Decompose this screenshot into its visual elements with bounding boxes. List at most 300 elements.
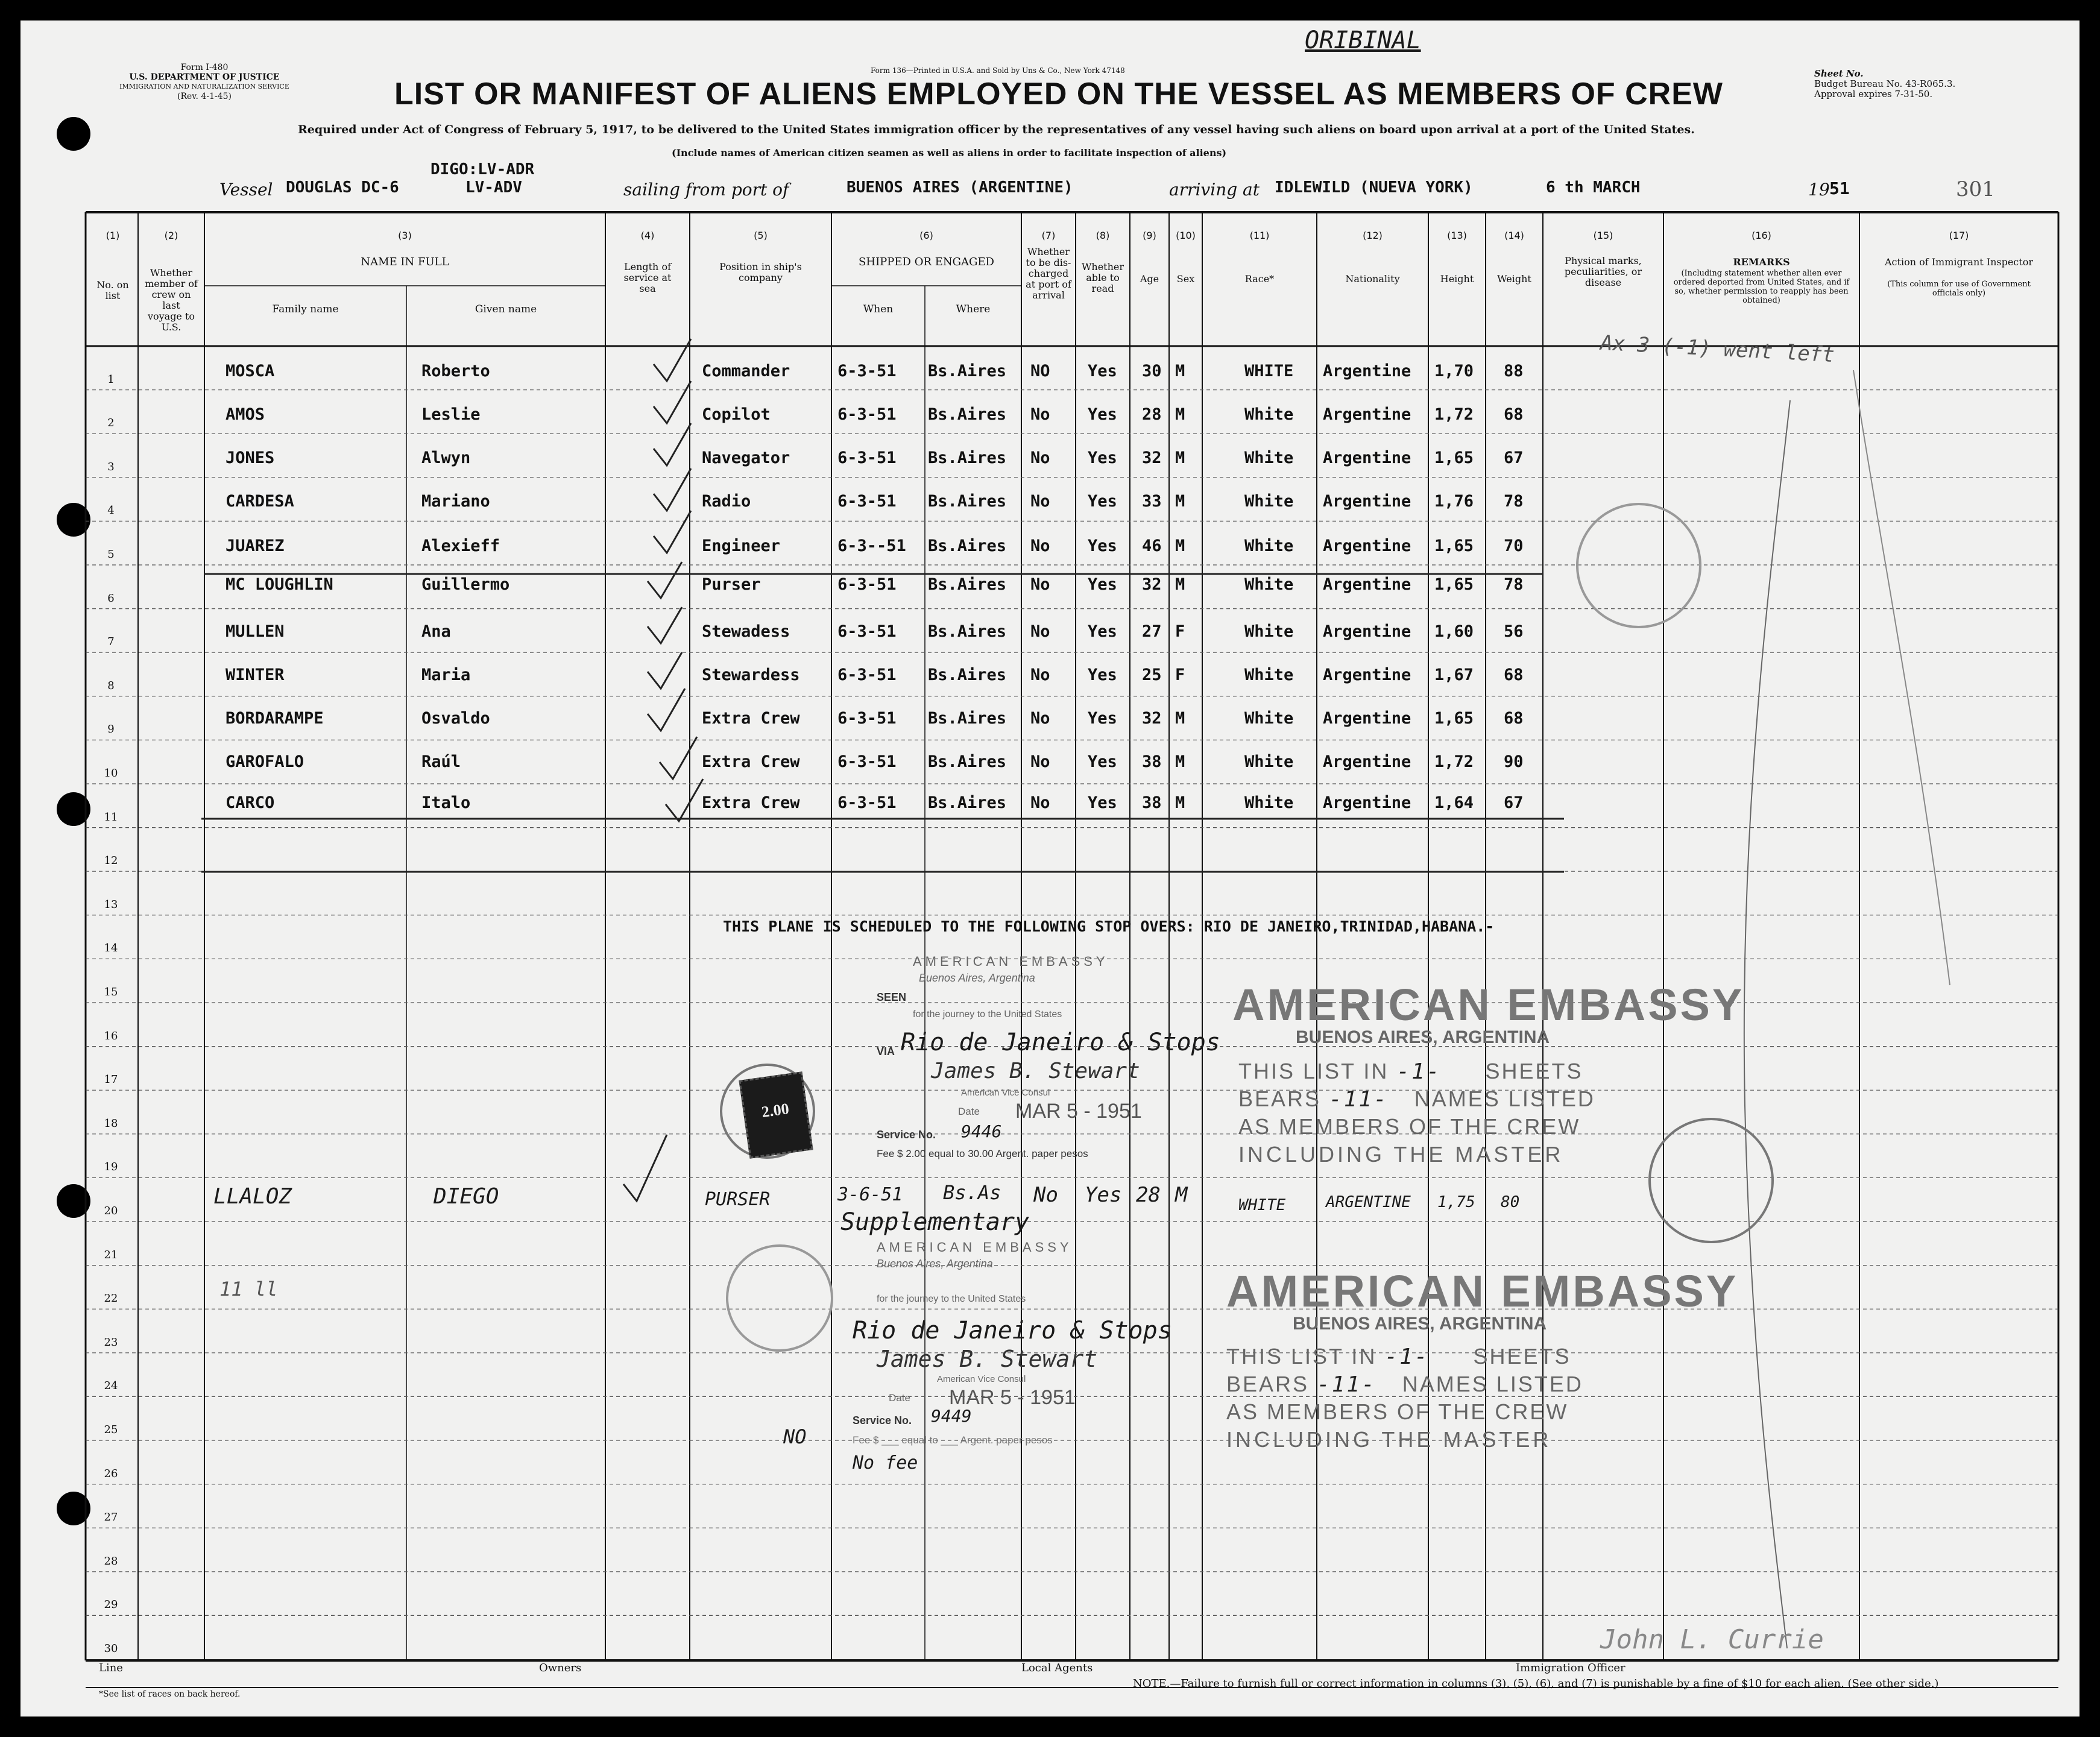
consular2-via: Rio de Janeiro & Stops [853,1317,1172,1345]
crew-position: Extra Crew [702,793,800,812]
crew-when: 6-3-51 [837,752,897,771]
crew-age: 27 [1142,622,1162,641]
row20-race: WHITE [1238,1196,1286,1214]
crew-position: Stewadess [702,622,790,641]
consular2-header: AMERICAN EMBASSY [877,1240,1073,1255]
crew-race: White [1244,709,1294,728]
crew-age: 32 [1142,709,1162,728]
row-number: 23 [104,1335,118,1349]
crew-weight: 90 [1504,752,1524,771]
crew-position: Stewardess [702,666,800,684]
crew-age: 33 [1142,492,1162,511]
embassy1-line4: INCLUDING THE MASTER [1238,1142,1564,1167]
crew-position: Copilot [702,405,771,424]
row-number: 18 [104,1117,118,1130]
crew-position: Navegator [702,449,790,467]
crew-sex: M [1175,537,1185,555]
crew-age: 32 [1142,449,1162,467]
row20-where: Bs.As [943,1181,1001,1204]
crew-family: JONES [225,449,275,467]
crew-when: 6-3-51 [837,362,897,380]
sailing-label: sailing from port of [623,180,789,200]
consular2-journey: for the journey to the United States [877,1294,1026,1304]
crew-position: Engineer [702,537,781,555]
form-subtitle-note: (Include names of American citizen seamen as well as aliens in order to facilitate inspection of aliens) [672,147,1227,159]
consular2-date-label: Date [889,1392,910,1404]
consular1-date-label: Date [958,1106,980,1117]
crew-where: Bs.Aires [928,622,1007,641]
crew-family: BORDARAMPE [225,709,324,728]
row-number: 21 [104,1248,118,1261]
row20-height: 1,75 [1437,1193,1475,1211]
crew-race: White [1244,622,1294,641]
embassy1-line1 [1238,1059,1583,1084]
crew-nationality: Argentine [1323,492,1411,511]
crew-given: Guillermo [421,575,510,594]
crew-read: Yes [1088,492,1117,511]
crew-where: Bs.Aires [928,666,1007,684]
col3-label: NAME IN FULL [361,256,449,268]
crew-nationality: Argentine [1323,449,1411,467]
crew-read: Yes [1088,362,1117,380]
crew-height: 1,64 [1434,793,1474,812]
row20-when: 3-6-51 [837,1184,903,1205]
crew-discharged: NO [1030,362,1050,380]
crew-height: 1,72 [1434,752,1474,771]
crew-sex: F [1175,622,1185,641]
crew-weight: 68 [1504,405,1524,424]
embassy2-line4: INCLUDING THE MASTER [1226,1427,1552,1452]
consular2-city: Buenos Aires, Argentina [877,1258,993,1270]
crew-nationality: Argentine [1323,575,1411,594]
crew-discharged: No [1030,405,1050,424]
embassy2-line2 [1226,1372,1583,1397]
crew-age: 38 [1142,793,1162,812]
crew-sex: M [1175,752,1185,771]
crew-age: 46 [1142,537,1162,555]
crew-family: CARDESA [225,492,294,511]
col5-label: Position in ship's company [719,261,802,283]
crew-given: Osvaldo [421,709,490,728]
row-number: 6 [107,591,115,605]
crew-family: AMOS [225,405,265,424]
embassy1-l2e: NAMES LISTED [1414,1086,1595,1111]
col10-label: Sex [1176,273,1195,285]
crew-given: Roberto [421,362,490,380]
approval-expires: Approval expires 7-31-50. [1814,89,1933,99]
col9-label: Age [1140,273,1159,285]
crew-where: Bs.Aires [928,537,1007,555]
crew-position: Extra Crew [702,709,800,728]
row-number: 16 [104,1029,118,1042]
consular1-journey: for the journey to the United States [913,1009,1062,1020]
col4-label: Length of service at sea [623,261,672,294]
year-suffix: 51 [1829,178,1850,198]
crew-race: White [1244,405,1294,424]
col17-label: Action of Immigrant Inspector [1885,256,2033,268]
crew-when: 6-3-51 [837,492,897,511]
crew-sex: F [1175,666,1185,684]
row-number: 28 [104,1554,118,1568]
embassy2-l1e: SHEETS [1473,1344,1571,1369]
consular2-date: MAR 5 - 1951 [949,1386,1076,1409]
crew-position: Commander [702,362,790,380]
crew-discharged: No [1030,793,1050,812]
col15-label: Physical marks, peculiarities, or disease [1564,255,1642,288]
sheet-no: Sheet No. [1814,68,1864,79]
consular2-service-label: Service No. [853,1414,912,1426]
crew-age: 38 [1142,752,1162,771]
vessel-label: Vessel [219,180,273,200]
row-number: 4 [107,504,115,517]
crew-sex: M [1175,405,1185,424]
row20-read: Yes [1085,1183,1122,1207]
row-number: 19 [104,1161,118,1174]
row-number: 13 [104,898,118,911]
crew-read: Yes [1088,575,1117,594]
crew-height: 1,76 [1434,492,1474,511]
crew-age: 25 [1142,666,1162,684]
manifest-sheet [20,20,2080,1717]
col-num-1: (1) [106,230,120,241]
footer-races-note: *See list of races on back hereof. [99,1689,241,1699]
supplementary-handwritten: Supplementary [840,1208,1030,1236]
embassy2-title: AMERICAN EMBASSY [1226,1266,1739,1316]
crew-when: 6-3-51 [837,622,897,641]
row-number: 10 [104,767,118,780]
col17-note: (This column for use of Government officials only) [1887,280,2031,298]
vessel-name: DOUGLAS DC-6 [286,178,399,197]
crew-read: Yes [1088,666,1117,684]
crew-nationality: Argentine [1323,793,1411,812]
form-subtitle: Required under Act of Congress of February 5, 1917, to be delivered to the United States immigration officer by the representatives of any vessel having such aliens on board upon arrival at a port of the United States. [298,123,1695,136]
consular1-date: MAR 5 - 1951 [1015,1100,1142,1123]
crew-nationality: Argentine [1323,362,1411,380]
col-num-3: (3) [398,230,412,241]
crew-where: Bs.Aires [928,405,1007,424]
crew-when: 6-3-51 [837,449,897,467]
crew-race: White [1244,752,1294,771]
crew-family: GAROFALO [225,752,304,771]
budget-bureau: Budget Bureau No. 43-R065.3. [1814,78,1956,89]
form-title: LIST OR MANIFEST OF ALIENS EMPLOYED ON THE VESSEL AS MEMBERS OF CREW [394,77,1723,112]
row20-sex: M [1175,1183,1188,1207]
crew-where: Bs.Aires [928,492,1007,511]
crew-height: 1,70 [1434,362,1474,380]
crew-discharged: No [1030,752,1050,771]
embassy1-city: BUENOS AIRES, ARGENTINA [1296,1027,1550,1047]
consular1-signature: James B. Stewart [931,1059,1140,1083]
crew-given: Italo [421,793,471,812]
footer-agents: Local Agents [1021,1662,1093,1674]
embassy2-city: BUENOS AIRES, ARGENTINA [1293,1314,1547,1334]
crew-discharged: No [1030,709,1050,728]
crew-nationality: Argentine [1323,752,1411,771]
crew-weight: 67 [1504,449,1524,467]
consular2-fee: Fee $ ___ equal to ___ Argent. paper pesos [853,1434,1053,1446]
row-number: 15 [104,986,118,998]
row-number: 8 [107,679,115,692]
row-number: 27 [104,1511,118,1524]
original-handwritten: ORIBINAL [1305,27,1421,54]
department: U.S. DEPARTMENT OF JUSTICE [129,72,280,82]
no-fee-handwritten: No fee [853,1452,918,1474]
consular-seal-lower [726,1244,833,1352]
fee-stamp-value: 2.00 [760,1100,790,1121]
consular1-service-no: 9446 [961,1121,1002,1141]
crew-read: Yes [1088,622,1117,641]
crew-read: Yes [1088,752,1117,771]
consular2-signature: James B. Stewart [877,1346,1098,1372]
row-number: 17 [104,1073,118,1086]
crew-height: 1,65 [1434,709,1474,728]
col-num-9: (9) [1143,230,1156,241]
crew-height: 1,60 [1434,622,1474,641]
row-number: 12 [104,854,118,868]
crew-discharged: No [1030,492,1050,511]
crew-where: Bs.Aires [928,709,1007,728]
crew-height: 1,72 [1434,405,1474,424]
crew-discharged: No [1030,575,1050,594]
crew-where: Bs.Aires [928,575,1007,594]
crew-given: Alexieff [421,537,500,555]
col-num-2: (2) [164,230,178,241]
crew-given: Leslie [421,405,481,424]
printer-note: Form 136—Printed in U.S.A. and Sold by Uns & Co., New York 47148 [871,66,1125,75]
crew-sex: M [1175,575,1185,594]
crew-discharged: No [1030,449,1050,467]
crew-when: 6-3--51 [837,537,906,555]
consular-seal-right [1648,1118,1774,1243]
embassy2-l2: BEARS [1226,1372,1310,1396]
crew-when: 6-3-51 [837,793,897,812]
registration-note: DIGO:LV-ADR [430,160,535,178]
col-num-11: (11) [1249,230,1270,241]
crew-nationality: Argentine [1323,622,1411,641]
crew-age: 28 [1142,405,1162,424]
footer-line-label: Line [99,1662,123,1674]
crew-family: WINTER [225,666,285,684]
crew-when: 6-3-51 [837,709,897,728]
crew-race: White [1244,537,1294,555]
crew-weight: 67 [1504,793,1524,812]
crew-family: JUAREZ [225,537,285,555]
consular1-officer: American Vice Consul [961,1088,1050,1098]
col-num-14: (14) [1504,230,1524,241]
crew-family: CARCO [225,793,275,812]
embassy1-title: AMERICAN EMBASSY [1232,980,1745,1030]
col-num-4: (4) [640,230,655,241]
embassy2-l1: THIS LIST IN [1226,1344,1377,1369]
row-number: 7 [107,635,115,649]
crew-race: White [1244,666,1294,684]
crew-nationality: Argentine [1323,537,1411,555]
crew-weight: 78 [1504,575,1524,594]
vessel-registration: LV-ADV [465,178,522,197]
row-number: 30 [104,1642,118,1655]
page-number: 301 [1956,177,1995,201]
crew-family: MOSCA [225,362,275,380]
crew-weight: 56 [1504,622,1524,641]
row-number: 5 [107,548,115,561]
col2-label: Whether member of crew on last voyage to U.S. [145,267,198,333]
crew-weight: 70 [1504,537,1524,555]
embassy2-l1v: -1- [1384,1345,1430,1369]
consular1-city: Buenos Aires, Argentina [919,972,1035,984]
row-number: 2 [107,417,115,430]
col13-label: Height [1440,273,1474,285]
col1-label: No. on list [96,279,129,301]
crew-sex: M [1175,449,1185,467]
inspector-signature: John L. Currie [1600,1624,1824,1655]
crew-sex: M [1175,492,1185,511]
col6-label: SHIPPED OR ENGAGED [859,256,994,268]
crew-age: 32 [1142,575,1162,594]
crew-read: Yes [1088,793,1117,812]
col-num-5: (5) [754,230,768,241]
arrival-date: 6 th MARCH [1546,178,1641,197]
row-number: 11 [104,810,118,824]
embassy1-l1: THIS LIST IN [1238,1059,1389,1083]
crew-read: Yes [1088,449,1117,467]
crew-given: Maria [421,666,471,684]
stopovers-note: THIS PLANE IS SCHEDULED TO THE FOLLOWING STOP OVERS: RIO DE JANEIRO,TRINIDAD,HABANA.- [723,918,1495,935]
crew-position: Purser [702,575,761,594]
crew-where: Bs.Aires [928,752,1007,771]
crew-read: Yes [1088,537,1117,555]
crew-race: White [1244,793,1294,812]
remarks-row1-handwritten: Ax 3 (-1) went left [1600,330,1835,368]
col-num-12: (12) [1363,230,1383,241]
row20-family: LLALOZ [213,1184,292,1209]
col11-label: Race* [1244,273,1275,285]
row20-weight: 80 [1501,1193,1520,1211]
col6b-label: Where [956,303,991,315]
crew-when: 6-3-51 [837,666,897,684]
arrival-port: IDLEWILD (NUEVA YORK) [1275,178,1473,197]
consular1-header: AMERICAN EMBASSY [913,954,1109,969]
consular1-fee: Fee $ 2.00 equal to 30.00 Argent. paper pesos [877,1148,1088,1159]
crew-height: 1,67 [1434,666,1474,684]
col-num-8: (8) [1096,230,1110,241]
footer-note: NOTE.—Failure to furnish full or correct information in columns (3), (5), (6), and (7) is punishable by a fine of $10 for each alien. (See other side.) [1133,1677,1939,1690]
row-number: 26 [104,1467,118,1480]
crew-discharged: No [1030,622,1050,641]
crew-weight: 88 [1504,362,1524,380]
col7-label: Whether to be dis-charged at port of arrival [1026,246,1071,301]
crew-discharged: No [1030,537,1050,555]
row20-discharged: No [1033,1183,1058,1207]
consular1-via-label: VIA [877,1045,895,1058]
crew-given: Alwyn [421,449,471,467]
row-number: 25 [104,1423,118,1436]
crew-weight: 68 [1504,709,1524,728]
crew-weight: 78 [1504,492,1524,511]
embassy2-l2e: NAMES LISTED [1402,1372,1583,1396]
crew-height: 1,65 [1434,449,1474,467]
crew-nationality: Argentine [1323,709,1411,728]
row25-note: NO [783,1425,807,1448]
col6a-label: When [863,303,894,315]
row20-given: DIEGO [434,1184,499,1209]
crew-height: 1,65 [1434,537,1474,555]
crew-nationality: Argentine [1323,666,1411,684]
row-number: 9 [107,723,115,736]
fee-revenue-stamp [739,1071,813,1158]
crew-position: Extra Crew [702,752,800,771]
crew-age: 30 [1142,362,1162,380]
col3b-label: Given name [475,303,537,315]
row-number: 14 [104,942,118,955]
year-prefix: 19 [1808,180,1830,200]
crew-race: White [1244,492,1294,511]
crew-when: 6-3-51 [837,575,897,594]
footer-officer: Immigration Officer [1516,1662,1625,1674]
consular2-service-no: 9449 [931,1406,972,1426]
revision: (Rev. 4-1-45) [177,92,232,101]
crew-position: Radio [702,492,751,511]
row-number: 29 [104,1598,118,1612]
col-num-7: (7) [1041,230,1056,241]
arriving-label: arriving at [1169,180,1260,200]
col16-label: REMARKS [1733,256,1790,268]
crew-race: WHITE [1244,362,1294,380]
embassy1-l1e: SHEETS [1485,1059,1583,1083]
crew-family: MC LOUGHLIN [225,575,333,594]
row-number: 24 [104,1379,118,1393]
departure-port: BUENOS AIRES (ARGENTINE) [847,178,1073,197]
col-num-15: (15) [1593,230,1613,241]
col-num-13: (13) [1447,230,1467,241]
crew-where: Bs.Aires [928,449,1007,467]
crew-read: Yes [1088,709,1117,728]
row-number: 3 [107,460,115,473]
crew-sex: M [1175,362,1185,380]
row20-position: PURSER [705,1189,771,1210]
col-num-16: (16) [1752,230,1771,241]
embassy2-line3: AS MEMBERS OF THE CREW [1226,1399,1569,1424]
crew-given: Raúl [421,752,461,771]
crew-given: Ana [421,622,451,641]
col12-label: Nationality [1345,273,1400,285]
col3a-label: Family name [272,303,339,315]
embassy1-l2v: -11- [1329,1087,1389,1112]
consular1-seen: SEEN [877,991,907,1003]
embassy1-l1v: -1- [1396,1059,1442,1084]
col-num-6: (6) [919,230,933,241]
crew-height: 1,65 [1434,575,1474,594]
embassy2-l2v: -11- [1317,1372,1376,1397]
crew-given: Mariano [421,492,490,511]
crew-nationality: Argentine [1323,405,1411,424]
crew-discharged: No [1030,666,1050,684]
crew-race: White [1244,449,1294,467]
row20-nationality: ARGENTINE [1326,1193,1411,1211]
col14-label: Weight [1497,273,1531,285]
consular1-service-label: Service No. [877,1129,936,1141]
consular2-officer: American Vice Consul [937,1374,1026,1384]
crew-race: White [1244,575,1294,594]
consular-seal-middle [1576,503,1701,628]
col-num-17: (17) [1949,230,1969,241]
col8-label: Whether able to read [1081,261,1124,294]
service-name: IMMIGRATION AND NATURALIZATION SERVICE [119,83,289,90]
crew-read: Yes [1088,405,1117,424]
row21-note: 11 ll [219,1278,278,1300]
crew-where: Bs.Aires [928,362,1007,380]
form-number: Form I-480 [180,63,229,72]
row20-age: 28 [1136,1183,1161,1207]
